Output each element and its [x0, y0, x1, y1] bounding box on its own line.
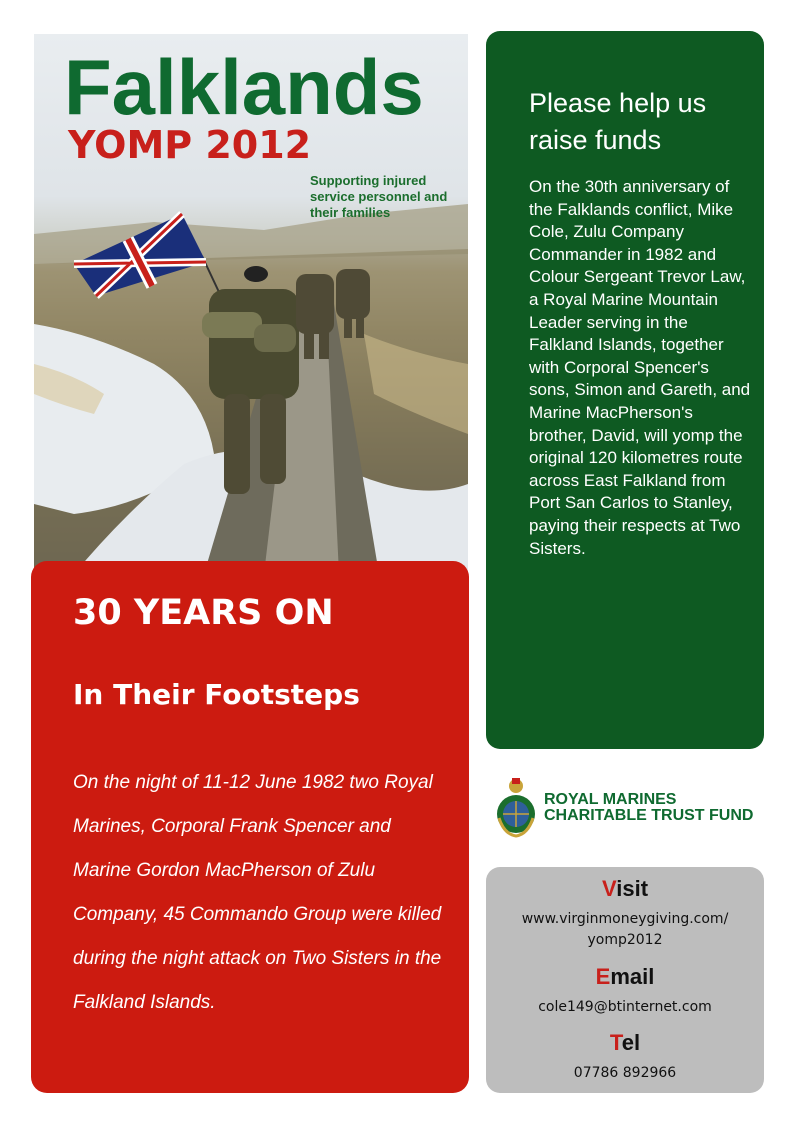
story-heading: 30 YEARS ON [73, 593, 334, 633]
royal-marines-logo [494, 776, 764, 840]
visit-label-rest: isit [616, 876, 649, 901]
email-link[interactable]: cole149@btinternet.com [538, 999, 712, 1015]
website-link[interactable] [486, 909, 764, 951]
story-panel [31, 561, 469, 1093]
logo-text-line2: CHARITABLE TRUST FUND [544, 807, 754, 824]
tel-label-rest: el [621, 1030, 641, 1055]
globe-and-laurel-icon [494, 776, 538, 840]
story-body: On the night of 11-12 June 1982 two Royal Marines, Corporal Frank Spencer and Marine Gordon MacPherson of Zulu Company, 45 Commando Group were killed during the night attack on Two Sisters in the Falkland Islands. [73, 772, 442, 1013]
website-line1[interactable]: www.virginmoneygiving.com/ [521, 911, 729, 927]
appeal-panel [486, 31, 764, 749]
email-label [486, 964, 764, 990]
phone-number[interactable]: 07786 892966 [573, 1065, 677, 1081]
cover-photo [34, 34, 468, 574]
logo-text-line1: ROYAL MARINES [544, 791, 677, 808]
email-label-rest: mail [610, 964, 655, 989]
visit-label [486, 876, 764, 902]
appeal-heading: Please help us raise funds [529, 88, 707, 155]
tel-label-initial: T [609, 1030, 622, 1055]
email-label-initial: E [595, 964, 611, 989]
poster-tagline: Supporting injured service personnel and their families [310, 173, 448, 220]
poster-title: Falklands [64, 43, 424, 131]
poster-subtitle: YOMP 2012 [68, 123, 312, 167]
visit-label-initial: V [601, 876, 617, 901]
tel-label [486, 1030, 764, 1056]
appeal-body: On the 30th anniversary of the Falklands conflict, Mike Cole, Zulu Company Commander in 1982 and Colour Sergeant Trevor Law, a Royal Marine Mountain Leader serving in the Falkland Islands, together with Corporal Spencer's sons, Simon and Gareth, and Marine MacPherson's brother, David, will yomp the original 120 kilometres route across East Falkland from Port San Carlos to Stanley, paying their respects at Two Sisters. [529, 177, 751, 558]
story-subheading: In Their Footsteps [73, 678, 360, 711]
contact-panel [486, 867, 764, 1093]
website-line2[interactable]: yomp2012 [587, 932, 663, 948]
